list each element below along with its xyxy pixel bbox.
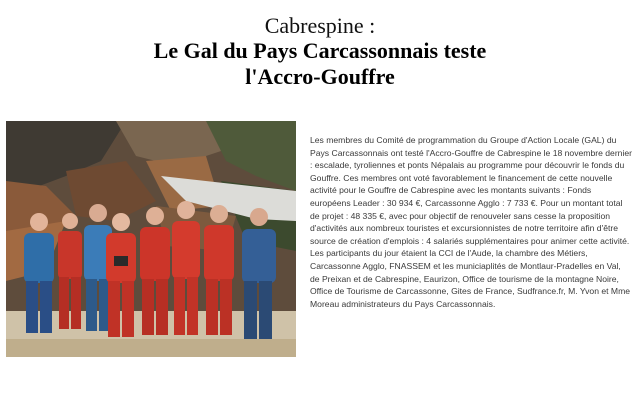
kicker-title: Cabrespine : (264, 13, 376, 38)
headline (0, 38, 640, 90)
article-body: Les membres du Comité de programmation du Groupe d'Action Locale (GAL) du Pays Carcassonnais ont testé l'Accro-Gouffre de Cabrespine le 18 novembre dernier : escalade, tyroliennes et ponts Népalais au programme pour découvrir le fonds du Gouffre. Ces membres ont voté favorablement le financement de cette nouvelle activité pour le Gouffre de Cabrespine avec les montants suivants : Fonds européens Leader : 30 934 €, Carcassonne Agglo : 7 733 €. Pour un montant total de projet : 48 335 €, avec pour objectif de renouveler sans cesse la proposition d'activités aux nombreux touristes et excursionnistes de notre territoire afin d'être source de création d'emplois : 4 salariés supplémentaires pour animer cette activité. Les participants du jour étaient la CCI de l'Aude, la chambre des Métiers, Carcassonne Agglo, FNASSEM et les municiaplités de Montlaur-Pradelles en Val, de Preixan et de Cabrespine, Eaurizon, Office de tourisme de la montagne Noire, Office de Tourisme de Carcassonne, Gites de France, Sudfrance.fr, M. Yvon et Mme Moreau administrateurs du Pays Carcassonnais. (310, 135, 633, 309)
article-header (0, 14, 640, 90)
headline-line-2: l'Accro-Gouffre (245, 64, 395, 89)
headline-line-1: Le Gal du Pays Carcassonnais teste (153, 38, 487, 63)
group-photo (6, 121, 296, 357)
